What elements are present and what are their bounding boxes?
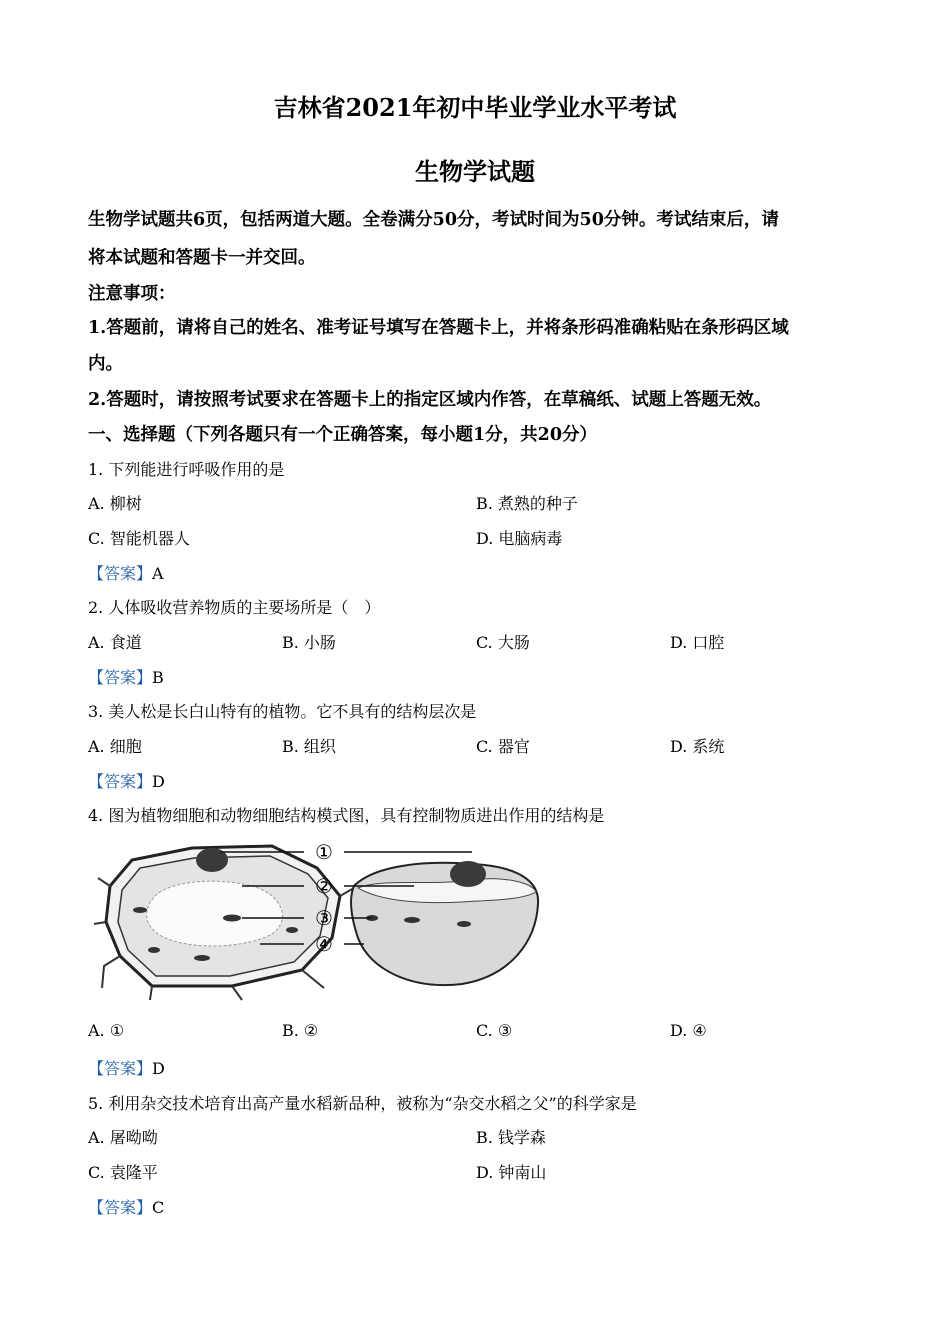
option-a: A. 细胞 — [88, 737, 142, 756]
animal-cell — [351, 861, 538, 985]
option-a: A. 屠呦呦 — [88, 1128, 158, 1147]
cell-structure-figure — [92, 838, 552, 1008]
option-d: D. 电脑病毒 — [476, 529, 563, 548]
answer-value: A — [152, 564, 164, 583]
option-b: B. 煮熟的种子 — [476, 494, 578, 513]
answer-tag: 【答案】 — [88, 564, 153, 583]
option-a: A. 柳树 — [88, 494, 142, 513]
question-stem: 5. 利用杂交技术培育出高产量水稻新品种，被称为“杂交水稻之父”的科学家是 — [88, 1094, 637, 1113]
answer-tag: 【答案】 — [88, 668, 153, 687]
answer-line — [88, 1195, 164, 1218]
page-title: 吉林省2021年初中毕业学业水平考试 — [273, 93, 677, 122]
section-heading: 一、选择题（下列各题只有一个正确答案，每小题1分，共20分） — [88, 425, 598, 445]
option-a: A. 食道 — [88, 633, 142, 652]
answer-line — [88, 665, 164, 688]
notice-heading: 注意事项： — [88, 284, 176, 304]
option-c: C. 器官 — [476, 737, 530, 756]
question-stem: 2. 人体吸收营养物质的主要场所是（ ） — [88, 598, 381, 617]
option-b: B. ② — [282, 1021, 319, 1040]
option-b: B. 钱学森 — [476, 1128, 546, 1147]
question-stem: 4. 图为植物细胞和动物细胞结构模式图，具有控制物质进出作用的结构是 — [88, 806, 605, 825]
question-stem: 1. 下列能进行呼吸作用的是 — [88, 460, 285, 479]
option-c: C. 智能机器人 — [88, 529, 190, 548]
intro-line-2: 将本试题和答题卡一并交回。 — [88, 248, 316, 268]
intro-line-1: 生物学试题共6页，包括两道大题。全卷满分50分，考试时间为50分钟。考试结束后，请 — [88, 210, 779, 230]
option-b: B. 小肠 — [282, 633, 336, 652]
option-c: C. 大肠 — [476, 633, 530, 652]
option-d: D. 口腔 — [670, 633, 725, 652]
question-stem: 3. 美人松是长白山特有的植物。它不具有的结构层次是 — [88, 702, 477, 721]
figure-label-4: ④ — [315, 932, 333, 956]
answer-line — [88, 1056, 165, 1079]
page-subtitle: 生物学试题 — [415, 157, 535, 186]
option-a: A. ① — [88, 1021, 125, 1040]
figure-label-1: ① — [315, 840, 333, 864]
option-d: D. ④ — [670, 1021, 707, 1040]
answer-tag: 【答案】 — [88, 772, 153, 791]
notice-1-line-2: 内。 — [88, 354, 123, 374]
option-b: B. 组织 — [282, 737, 336, 756]
option-c: C. ③ — [476, 1021, 513, 1040]
notice-1-line-1: 1.答题前，请将自己的姓名、准考证号填写在答题卡上，并将条形码准确粘贴在条形码区域 — [88, 318, 789, 338]
option-c: C. 袁隆平 — [88, 1163, 158, 1182]
answer-line — [88, 561, 164, 584]
option-d: D. 钟南山 — [476, 1163, 547, 1182]
answer-value: C — [152, 1198, 165, 1217]
option-d: D. 系统 — [670, 737, 725, 756]
answer-tag: 【答案】 — [88, 1059, 153, 1078]
figure-label-2: ② — [315, 874, 333, 898]
answer-line — [88, 769, 165, 792]
notice-2: 2.答题时，请按照考试要求在答题卡上的指定区域内作答，在草稿纸、试题上答题无效。 — [88, 390, 772, 410]
figure-label-3: ③ — [315, 906, 333, 930]
answer-tag: 【答案】 — [88, 1198, 153, 1217]
answer-value: D — [152, 1059, 165, 1078]
answer-value: D — [152, 772, 165, 791]
answer-value: B — [152, 668, 164, 687]
